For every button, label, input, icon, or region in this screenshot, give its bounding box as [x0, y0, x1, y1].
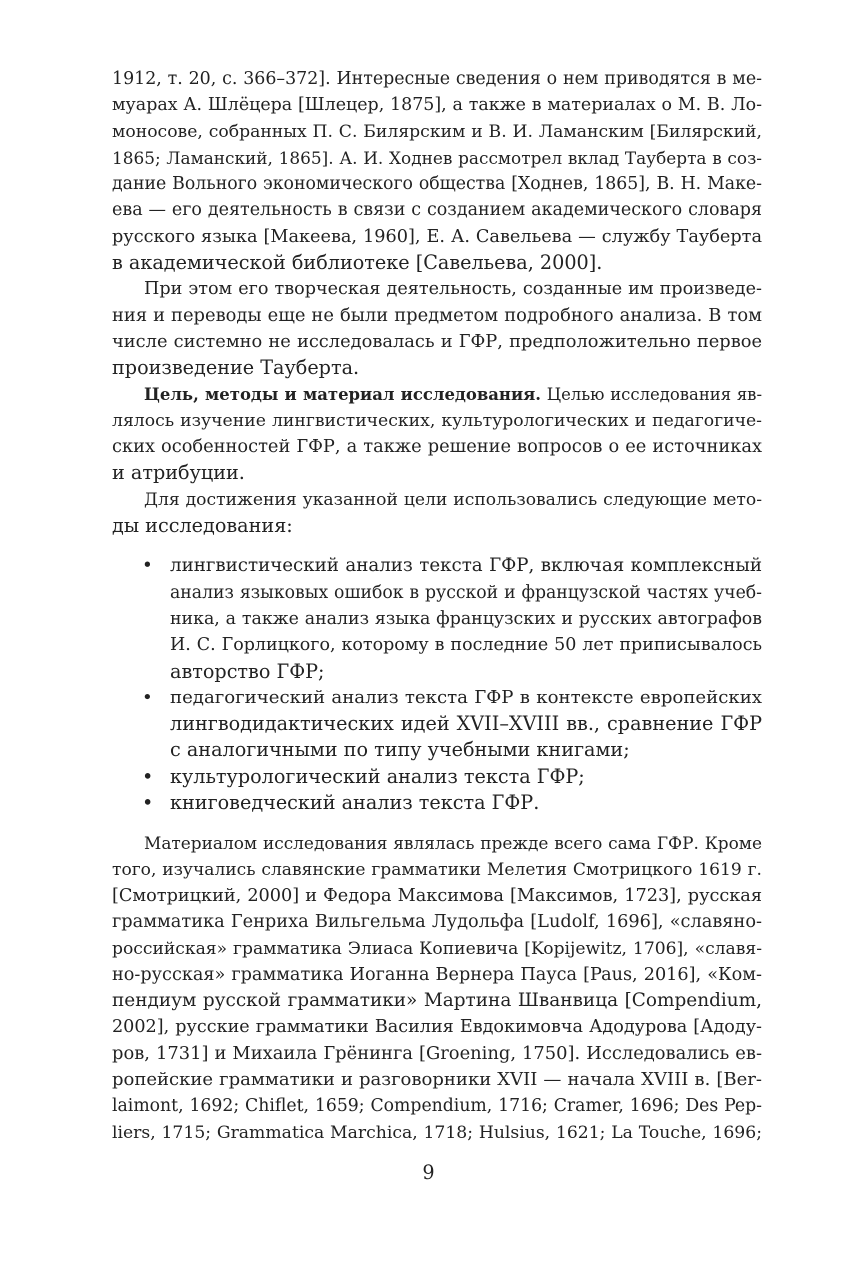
text-line: муарах А. Шлёцера [Шлецер, 1875], а также в материалах о М. В. Ло- [112, 95, 762, 116]
paragraph-goals [112, 382, 762, 487]
text-line: произведение Тауберта. [112, 356, 360, 380]
section-heading: Цель, методы и материал исследования. [144, 384, 542, 404]
text-line [112, 382, 762, 408]
paragraph-sources [112, 66, 762, 276]
list-item [112, 764, 762, 790]
text-line: и атрибуции. [112, 461, 245, 485]
text-line: При этом его творческая деятельность, созданные им произведе- [144, 279, 762, 300]
text-line: грамматика Генриха Вильгельма Лудольфа [Ludolf, 1696], «славяно- [112, 912, 762, 933]
page-body [112, 66, 762, 1146]
text-run: Целью исследования яв- [541, 384, 762, 404]
text-line: liers, 1715; Grammatica Marchica, 1718; Hulsius, 1621; La Touche, 1696; [112, 1122, 762, 1143]
text-line: • педагогический анализ текста ГФР в контексте европейских [112, 685, 762, 711]
text-line: лингводидактических идей XVII–XVIII вв., сравнение ГФР [170, 712, 762, 736]
text-line: ды исследования: [112, 514, 293, 538]
text-line: Материалом исследования являлась прежде всего сама ГФР. Кроме [144, 833, 762, 854]
list-item [112, 553, 762, 684]
text-line: анализ языковых ошибок в русской и французской частях учеб- [170, 582, 762, 603]
text-line: дание Вольного экономического общества [Ходнев, 1865], В. Н. Маке- [112, 174, 762, 195]
text-line: лялось изучение лингвистических, культурологических и педагогиче- [112, 410, 762, 431]
text-line: моносове, собранных П. С. Билярским и В. И. Ламанским [Билярский, [112, 121, 762, 142]
text-line: пендиум русской грамматики» Мартина Шванвица [Compendium, [112, 990, 762, 1012]
text-line: того, изучались славянские грамматики Мелетия Смотрицкого 1619 г. [112, 859, 762, 880]
text-line: ника, а также анализ языка французских и русских автографов [170, 608, 762, 629]
text-line: laimont, 1692; Chiflet, 1659; Compendium, 1716; Cramer, 1696; Des Pep- [112, 1096, 762, 1117]
text-line: ров, 1731] и Михаила Грёнинга [Groening, 1750]. Исследовались ев- [112, 1042, 762, 1064]
text-line: Для достижения указанной цели использовались следующие мето- [144, 489, 762, 510]
text-line: 2002], русские грамматики Василия Евдокимовча Адодурова [Адоду- [112, 1017, 762, 1038]
text-line: российская» грамматика Элиаса Копиевича [Kopijewitz, 1706], «славя- [112, 938, 762, 959]
text-line: ских особенностей ГФР, а также решение вопросов о ее источниках [112, 436, 762, 458]
text-line: 1912, т. 20, с. 366–372]. Интересные сведения о нем приводятся в ме- [112, 69, 762, 89]
text-line: авторство ГФР; [170, 659, 325, 683]
text-line: ния и переводы еще не были предметом подробного анализа. В том [112, 304, 762, 326]
text-line: • лингвистический анализ текста ГФР, включая комплексный [112, 553, 762, 579]
paragraph-methods-intro [112, 487, 762, 540]
text-line: • культурологический анализ текста ГФР; [112, 764, 762, 790]
methods-list [112, 553, 762, 816]
text-line: с аналогичными по типу учебными книгами; [170, 738, 630, 762]
paragraph-material [112, 830, 762, 1146]
text-line: но-русская» грамматика Иоганна Вернера Пауса [Paus, 2016], «Ком- [112, 964, 762, 985]
text-line: 1865; Ламанский, 1865]. А. И. Ходнев рассмотрел вклад Тауберта в соз- [112, 147, 762, 168]
text-line: ева — его деятельность в связи с созданием академического словаря [112, 200, 762, 221]
text-line: русского языка [Макеева, 1960], Е. А. Савельева — службу Тауберта [112, 226, 762, 247]
text-line: числе системно не исследовалась и ГФР, предположительно первое [112, 330, 762, 352]
text-line: ропейские грамматики и разговорники XVII — начала XVIII в. [Ber- [112, 1068, 762, 1090]
text-line: [Смотрицкий, 2000] и Федора Максимова [Максимов, 1723], русская [112, 885, 762, 906]
text-line: И. С. Горлицкого, которому в последние 50 лет приписывалось [170, 635, 762, 656]
text-line: в академической библиотеке [Савельева, 2000]. [112, 251, 603, 275]
page-number: 9 [422, 1161, 435, 1184]
text-line: • книговедческий анализ текста ГФР. [112, 790, 762, 816]
list-item [112, 685, 762, 764]
paragraph-creative-activity [112, 276, 762, 381]
list-item [112, 790, 762, 816]
